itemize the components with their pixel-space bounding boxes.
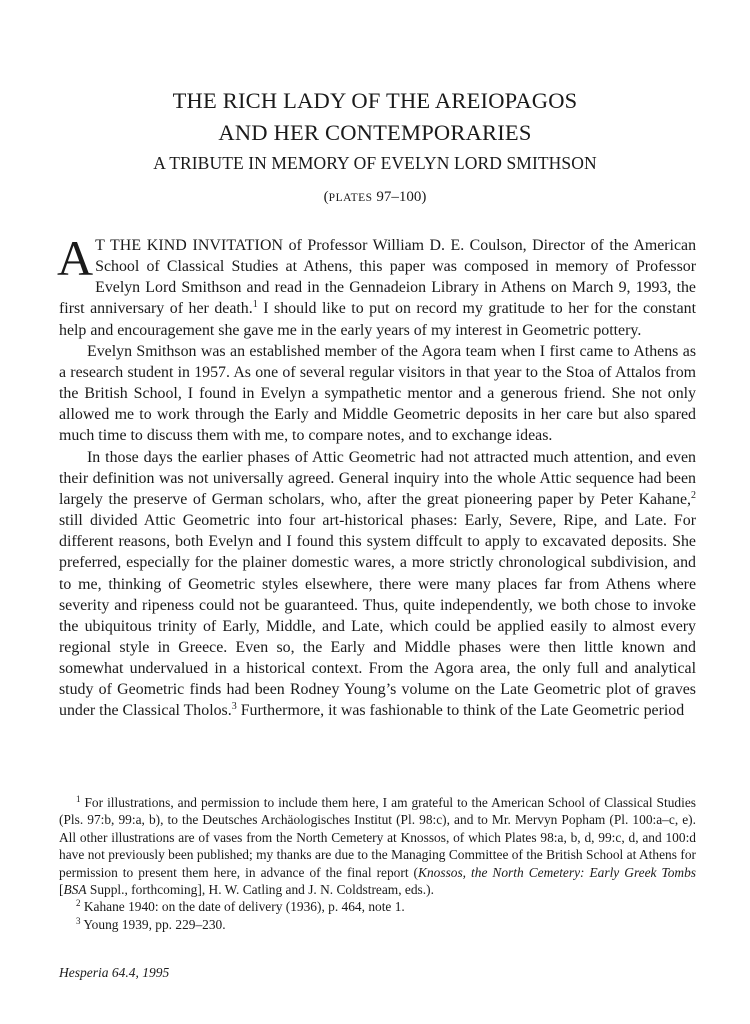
plates-numbers: 97–100) [376, 189, 427, 205]
footnote-1-text-b: [ [59, 882, 64, 898]
article-subtitle: A TRIBUTE IN MEMORY OF EVELYN LORD SMITHSON [153, 153, 597, 173]
journal-citation: Hesperia 64.4, 1995 [59, 965, 170, 980]
article-title-line-2: AND HER CONTEMPORARIES [218, 120, 532, 145]
footnote-1-text-a: For illustrations, and permission to include them here, I am grateful to the American School of Classical Studies (Pls. 97:b, 99:a, b), to the Deutsches Archäologisches Institut (Pl. 98:c), and to Mr. Mervyn Popham (Pl. 100:a–c, e). All other illustrations are of vases from the North Cemetery at Knossos, of which Plates 98:a, b, d, 99:c, d, and 100:d have not previously been published; my thanks are due to the Managing Committee of the British School at Athens for permission to present them here, in advance of the final report ( [59, 795, 696, 880]
footnote-2-number: 2 [76, 898, 81, 909]
plates-label: PLATES [328, 192, 373, 204]
footnote-ref-1[interactable]: 1 [252, 299, 258, 311]
footnote-1-italic-bsa: BSA [63, 882, 87, 898]
footnote-3-number: 3 [76, 915, 81, 926]
footnote-ref-3[interactable]: 3 [231, 701, 237, 713]
lead-in-caps: T THE KIND INVITATION [95, 237, 284, 254]
footnote-ref-2[interactable]: 2 [691, 489, 696, 501]
paragraph-2: Evelyn Smithson was an established member of the Agora team when I first came to Athens as a research student in 1957. As one of several regular visitors in that year to the Stoa of Attalos from the British School, I found in Evelyn a sympathetic mentor and a generous friend. She not only allowed me to work through the Early and Middle Geometric deposits in her care but also spared much time to discuss them with me, to compare notes, and to exchange ideas. [59, 342, 696, 445]
plates-reference [0, 190, 750, 205]
footnotes [59, 794, 696, 933]
footnote-2-text: Kahane 1940: on the date of delivery (1936), p. 464, note 1. [80, 899, 405, 915]
plates-open-paren: ( [323, 189, 329, 205]
footnote-1-number: 1 [76, 794, 81, 804]
footnote-1 [59, 794, 696, 898]
footnote-1-italic-title: Knossos, the North Cemetery: Early Greek Tombs [418, 864, 696, 880]
paragraph-3 [59, 447, 696, 722]
paragraph-1-text-a: of Professor William D. E. Coulson, Director of the American School of Classical Studies at Athens, this paper was composed in memory of Professor Evelyn Lord Smithson and read in the Gennadeion Library in Athens on March 9, 1993, the first anniversary of her death. [59, 237, 697, 318]
paragraph-3-text-c: Furthermore, it was fashionable to think of the Late Geometric period [236, 702, 685, 720]
drop-cap: A [57, 230, 94, 286]
footnote-3-text: Young 1939, pp. 229–230. [80, 916, 226, 932]
paragraph-3-text-b: still divided Attic Geometric into four art-historical phases: Early, Severe, Ripe, and Late. For different reasons, both Evelyn and I found this system diffcult to apply to excavated deposits. She preferred, especially for the plainer domestic wares, a more strictly chronological subdivision, and to me, thinking of Geometric styles elsewhere, there were many places far from Athens where severity and ripeness could not be guaranteed. Thus, quite independently, we both chose to invoke the ubiquitous trinity of Early, Middle, and Late, which could be applied easily to almost every regional style in Greece. Even so, the Early and Middle phases were then little known and somewhat undervalued in a historical context. From the Agora area, the only full and analytical study of Geometric finds had been Rodney Young’s volume on the Late Geometric plot of graves under the Classical Tholos. [59, 512, 696, 720]
paragraph-3-text-a: In those days the earlier phases of Attic Geometric had not attracted much attention, and even their definition was not universally agreed. General inquiry into the whole Attic sequence had been largely the preserve of German scholars, who, after the great pioneering paper by Peter Kahane, [59, 448, 696, 508]
article-title-line-1: THE RICH LADY OF THE AREIOPAGOS [172, 88, 578, 113]
paragraph-1-text-b: I should like to put on record my gratitude to her for the constant help and encouragement she gave me in the early years of my interest in Geometric pottery. [59, 300, 696, 339]
paragraph-1 [57, 230, 697, 341]
footnote-1-text-c: Suppl., forthcoming], H. W. Catling and J. N. Coldstream, eds.). [86, 882, 434, 898]
footnote-3 [59, 916, 696, 933]
article-body [57, 230, 697, 722]
footnote-2 [59, 898, 696, 915]
